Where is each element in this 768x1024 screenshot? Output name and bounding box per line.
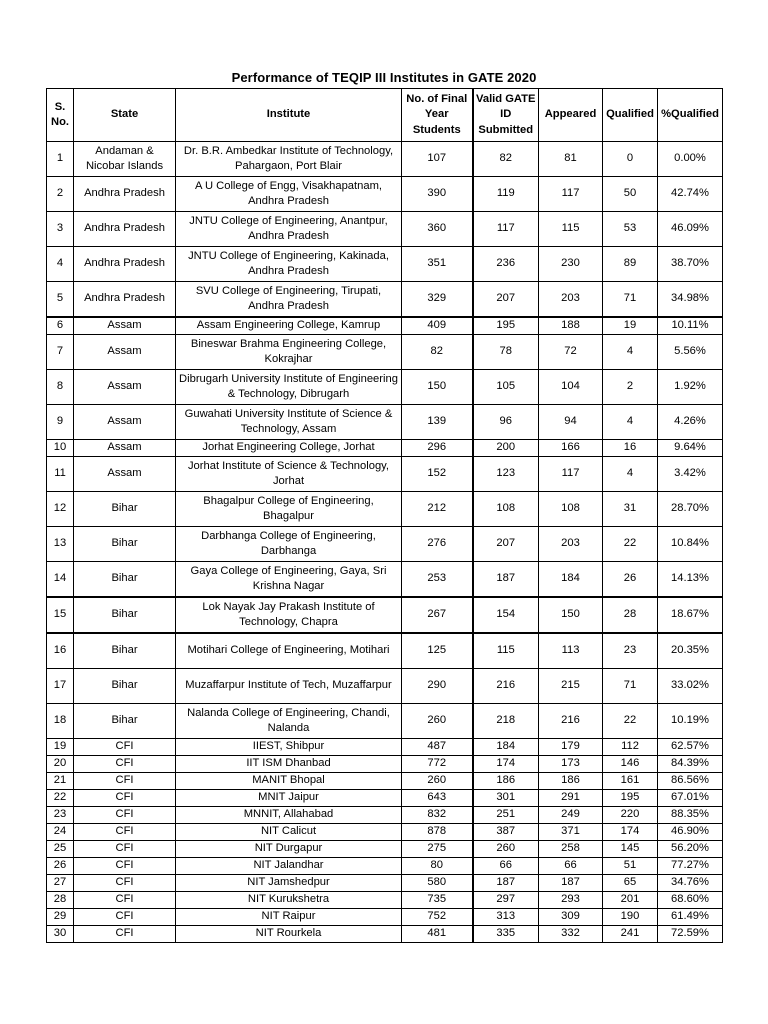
cell-sno: 8 (47, 370, 74, 405)
cell-qualified: 71 (603, 282, 658, 318)
cell-appeared: 108 (539, 492, 603, 527)
cell-appeared: 216 (539, 704, 603, 739)
cell-appeared: 104 (539, 370, 603, 405)
cell-institute: Muzaffarpur Institute of Tech, Muzaffarpur (176, 669, 402, 704)
cell-sno: 18 (47, 704, 74, 739)
table-row (47, 773, 723, 790)
cell-valid-gate: 236 (473, 247, 539, 282)
cell-sno: 14 (47, 562, 74, 598)
cell-pct-qualified: 3.42% (658, 457, 723, 492)
cell-valid-gate: 260 (473, 841, 539, 858)
cell-appeared: 66 (539, 858, 603, 875)
cell-sno: 19 (47, 739, 74, 756)
cell-appeared: 186 (539, 773, 603, 790)
cell-sno: 16 (47, 633, 74, 669)
cell-valid-gate: 200 (473, 440, 539, 457)
cell-valid-gate: 301 (473, 790, 539, 807)
cell-pct-qualified: 0.00% (658, 142, 723, 177)
cell-final-year: 260 (402, 704, 473, 739)
cell-state: CFI (74, 858, 176, 875)
cell-institute: NIT Jalandhar (176, 858, 402, 875)
cell-final-year: 772 (402, 756, 473, 773)
cell-sno: 21 (47, 773, 74, 790)
cell-sno: 28 (47, 892, 74, 909)
cell-institute: Motihari College of Engineering, Motihari (176, 633, 402, 669)
cell-institute: MNIT Jaipur (176, 790, 402, 807)
cell-state: CFI (74, 773, 176, 790)
cell-appeared: 215 (539, 669, 603, 704)
cell-appeared: 115 (539, 212, 603, 247)
cell-sno: 7 (47, 335, 74, 370)
cell-sno: 9 (47, 405, 74, 440)
cell-appeared: 291 (539, 790, 603, 807)
cell-final-year: 125 (402, 633, 473, 669)
cell-appeared: 293 (539, 892, 603, 909)
cell-pct-qualified: 1.92% (658, 370, 723, 405)
cell-state: CFI (74, 807, 176, 824)
cell-valid-gate: 251 (473, 807, 539, 824)
cell-final-year: 878 (402, 824, 473, 841)
table-row (47, 317, 723, 335)
table-row (47, 597, 723, 633)
cell-state: CFI (74, 739, 176, 756)
cell-institute: MNNIT, Allahabad (176, 807, 402, 824)
cell-institute: Darbhanga College of Engineering, Darbhanga (176, 527, 402, 562)
cell-pct-qualified: 18.67% (658, 597, 723, 633)
cell-pct-qualified: 62.57% (658, 739, 723, 756)
cell-final-year: 735 (402, 892, 473, 909)
cell-qualified: 195 (603, 790, 658, 807)
table-row (47, 875, 723, 892)
cell-qualified: 201 (603, 892, 658, 909)
cell-final-year: 107 (402, 142, 473, 177)
cell-sno: 26 (47, 858, 74, 875)
cell-appeared: 184 (539, 562, 603, 598)
cell-appeared: 179 (539, 739, 603, 756)
cell-qualified: 146 (603, 756, 658, 773)
cell-institute: NIT Durgapur (176, 841, 402, 858)
table-row (47, 282, 723, 318)
cell-valid-gate: 82 (473, 142, 539, 177)
cell-valid-gate: 115 (473, 633, 539, 669)
cell-qualified: 190 (603, 909, 658, 926)
cell-sno: 22 (47, 790, 74, 807)
cell-sno: 20 (47, 756, 74, 773)
cell-appeared: 371 (539, 824, 603, 841)
cell-pct-qualified: 46.90% (658, 824, 723, 841)
cell-valid-gate: 108 (473, 492, 539, 527)
cell-appeared: 150 (539, 597, 603, 633)
table-row (47, 527, 723, 562)
cell-sno: 2 (47, 177, 74, 212)
cell-qualified: 4 (603, 335, 658, 370)
cell-pct-qualified: 88.35% (658, 807, 723, 824)
cell-valid-gate: 335 (473, 926, 539, 943)
cell-pct-qualified: 34.98% (658, 282, 723, 318)
cell-pct-qualified: 61.49% (658, 909, 723, 926)
cell-qualified: 22 (603, 704, 658, 739)
cell-appeared: 203 (539, 527, 603, 562)
cell-final-year: 212 (402, 492, 473, 527)
cell-pct-qualified: 28.70% (658, 492, 723, 527)
cell-valid-gate: 297 (473, 892, 539, 909)
table-row (47, 858, 723, 875)
cell-pct-qualified: 4.26% (658, 405, 723, 440)
table-row (47, 756, 723, 773)
cell-valid-gate: 313 (473, 909, 539, 926)
cell-final-year: 487 (402, 739, 473, 756)
cell-state: Assam (74, 335, 176, 370)
table-row (47, 335, 723, 370)
cell-institute: NIT Calicut (176, 824, 402, 841)
header-sno: S. No. (47, 89, 74, 142)
cell-pct-qualified: 67.01% (658, 790, 723, 807)
cell-institute: NIT Rourkela (176, 926, 402, 943)
cell-qualified: 51 (603, 858, 658, 875)
cell-state: CFI (74, 892, 176, 909)
cell-qualified: 50 (603, 177, 658, 212)
cell-institute: Assam Engineering College, Kamrup (176, 317, 402, 335)
cell-pct-qualified: 56.20% (658, 841, 723, 858)
cell-state: Bihar (74, 597, 176, 633)
cell-state: Bihar (74, 527, 176, 562)
cell-pct-qualified: 86.56% (658, 773, 723, 790)
cell-sno: 29 (47, 909, 74, 926)
cell-pct-qualified: 10.19% (658, 704, 723, 739)
cell-qualified: 26 (603, 562, 658, 598)
cell-final-year: 643 (402, 790, 473, 807)
cell-appeared: 332 (539, 926, 603, 943)
cell-sno: 30 (47, 926, 74, 943)
table-row (47, 212, 723, 247)
cell-institute: IIEST, Shibpur (176, 739, 402, 756)
cell-valid-gate: 78 (473, 335, 539, 370)
cell-pct-qualified: 10.11% (658, 317, 723, 335)
cell-institute: Dibrugarh University Institute of Engineering & Technology, Dibrugarh (176, 370, 402, 405)
cell-pct-qualified: 14.13% (658, 562, 723, 598)
cell-final-year: 481 (402, 926, 473, 943)
cell-qualified: 28 (603, 597, 658, 633)
cell-appeared: 188 (539, 317, 603, 335)
table-title: Performance of TEQIP III Institutes in GATE 2020 (231, 70, 537, 85)
cell-appeared: 187 (539, 875, 603, 892)
cell-pct-qualified: 72.59% (658, 926, 723, 943)
table-row (47, 892, 723, 909)
cell-appeared: 249 (539, 807, 603, 824)
cell-final-year: 832 (402, 807, 473, 824)
cell-qualified: 22 (603, 527, 658, 562)
table-row (47, 790, 723, 807)
header-state: State (74, 89, 176, 142)
cell-appeared: 230 (539, 247, 603, 282)
cell-appeared: 117 (539, 457, 603, 492)
table-row (47, 370, 723, 405)
table-row (47, 669, 723, 704)
table-row (47, 247, 723, 282)
cell-qualified: 145 (603, 841, 658, 858)
cell-valid-gate: 207 (473, 527, 539, 562)
cell-sno: 5 (47, 282, 74, 318)
cell-pct-qualified: 33.02% (658, 669, 723, 704)
table-row (47, 824, 723, 841)
cell-institute: Nalanda College of Engineering, Chandi, Nalanda (176, 704, 402, 739)
table-row (47, 177, 723, 212)
cell-institute: Bhagalpur College of Engineering, Bhagalpur (176, 492, 402, 527)
cell-sno: 13 (47, 527, 74, 562)
table-row (47, 841, 723, 858)
cell-qualified: 19 (603, 317, 658, 335)
cell-state: Andhra Pradesh (74, 282, 176, 318)
cell-institute: Bineswar Brahma Engineering College, Kokrajhar (176, 335, 402, 370)
cell-state: Bihar (74, 704, 176, 739)
cell-final-year: 260 (402, 773, 473, 790)
cell-state: CFI (74, 841, 176, 858)
cell-state: Assam (74, 317, 176, 335)
cell-appeared: 94 (539, 405, 603, 440)
cell-valid-gate: 96 (473, 405, 539, 440)
cell-valid-gate: 187 (473, 562, 539, 598)
cell-valid-gate: 66 (473, 858, 539, 875)
cell-valid-gate: 207 (473, 282, 539, 318)
cell-sno: 12 (47, 492, 74, 527)
cell-institute: Jorhat Institute of Science & Technology, Jorhat (176, 457, 402, 492)
cell-final-year: 390 (402, 177, 473, 212)
cell-valid-gate: 119 (473, 177, 539, 212)
cell-state: Andhra Pradesh (74, 212, 176, 247)
table-row (47, 457, 723, 492)
table-header (47, 89, 723, 142)
cell-qualified: 65 (603, 875, 658, 892)
cell-appeared: 309 (539, 909, 603, 926)
cell-qualified: 23 (603, 633, 658, 669)
table-row (47, 492, 723, 527)
cell-qualified: 241 (603, 926, 658, 943)
cell-valid-gate: 154 (473, 597, 539, 633)
cell-state: Andhra Pradesh (74, 247, 176, 282)
cell-state: Assam (74, 370, 176, 405)
cell-valid-gate: 105 (473, 370, 539, 405)
cell-state: Andaman & Nicobar Islands (74, 142, 176, 177)
cell-institute: Dr. B.R. Ambedkar Institute of Technology, Pahargaon, Port Blair (176, 142, 402, 177)
table-row (47, 807, 723, 824)
cell-qualified: 0 (603, 142, 658, 177)
cell-pct-qualified: 10.84% (658, 527, 723, 562)
cell-appeared: 173 (539, 756, 603, 773)
cell-final-year: 253 (402, 562, 473, 598)
cell-final-year: 580 (402, 875, 473, 892)
cell-valid-gate: 195 (473, 317, 539, 335)
cell-sno: 25 (47, 841, 74, 858)
cell-sno: 1 (47, 142, 74, 177)
cell-valid-gate: 216 (473, 669, 539, 704)
cell-state: CFI (74, 926, 176, 943)
cell-state: Assam (74, 405, 176, 440)
cell-institute: NIT Kurukshetra (176, 892, 402, 909)
cell-sno: 10 (47, 440, 74, 457)
cell-final-year: 752 (402, 909, 473, 926)
cell-state: Bihar (74, 492, 176, 527)
header-institute: Institute (176, 89, 402, 142)
cell-state: Bihar (74, 633, 176, 669)
cell-sno: 6 (47, 317, 74, 335)
cell-qualified: 112 (603, 739, 658, 756)
cell-qualified: 53 (603, 212, 658, 247)
cell-pct-qualified: 46.09% (658, 212, 723, 247)
cell-valid-gate: 123 (473, 457, 539, 492)
header-appeared: Appeared (539, 89, 603, 142)
cell-valid-gate: 117 (473, 212, 539, 247)
cell-sno: 27 (47, 875, 74, 892)
cell-appeared: 117 (539, 177, 603, 212)
cell-pct-qualified: 9.64% (658, 440, 723, 457)
cell-pct-qualified: 5.56% (658, 335, 723, 370)
table-row (47, 926, 723, 943)
cell-institute: IIT ISM Dhanbad (176, 756, 402, 773)
cell-state: Andhra Pradesh (74, 177, 176, 212)
cell-state: CFI (74, 756, 176, 773)
cell-state: CFI (74, 875, 176, 892)
cell-pct-qualified: 42.74% (658, 177, 723, 212)
table-row (47, 562, 723, 598)
cell-qualified: 89 (603, 247, 658, 282)
cell-pct-qualified: 20.35% (658, 633, 723, 669)
cell-final-year: 80 (402, 858, 473, 875)
cell-state: CFI (74, 790, 176, 807)
cell-final-year: 409 (402, 317, 473, 335)
cell-state: CFI (74, 909, 176, 926)
cell-institute: SVU College of Engineering, Tirupati, Andhra Pradesh (176, 282, 402, 318)
cell-final-year: 290 (402, 669, 473, 704)
table-row (47, 142, 723, 177)
cell-appeared: 166 (539, 440, 603, 457)
table-row (47, 440, 723, 457)
cell-appeared: 113 (539, 633, 603, 669)
table-row (47, 739, 723, 756)
header-final-year: No. of Final Year Students (402, 89, 473, 142)
cell-institute: JNTU College of Engineering, Kakinada, Andhra Pradesh (176, 247, 402, 282)
table-body (47, 142, 723, 943)
cell-pct-qualified: 84.39% (658, 756, 723, 773)
cell-sno: 3 (47, 212, 74, 247)
cell-final-year: 351 (402, 247, 473, 282)
table-row (47, 704, 723, 739)
table-row (47, 633, 723, 669)
cell-final-year: 276 (402, 527, 473, 562)
cell-state: Assam (74, 457, 176, 492)
table-row (47, 909, 723, 926)
cell-final-year: 139 (402, 405, 473, 440)
cell-qualified: 16 (603, 440, 658, 457)
cell-qualified: 4 (603, 405, 658, 440)
cell-sno: 15 (47, 597, 74, 633)
cell-institute: Guwahati University Institute of Science & Technology, Assam (176, 405, 402, 440)
cell-institute: Lok Nayak Jay Prakash Institute of Technology, Chapra (176, 597, 402, 633)
cell-sno: 17 (47, 669, 74, 704)
cell-final-year: 296 (402, 440, 473, 457)
gate-performance-table (46, 88, 723, 943)
cell-valid-gate: 387 (473, 824, 539, 841)
cell-qualified: 31 (603, 492, 658, 527)
cell-pct-qualified: 68.60% (658, 892, 723, 909)
cell-state: CFI (74, 824, 176, 841)
cell-sno: 23 (47, 807, 74, 824)
cell-appeared: 203 (539, 282, 603, 318)
cell-qualified: 71 (603, 669, 658, 704)
cell-state: Bihar (74, 669, 176, 704)
cell-sno: 11 (47, 457, 74, 492)
cell-state: Bihar (74, 562, 176, 598)
cell-state: Assam (74, 440, 176, 457)
header-valid-gate: Valid GATE ID Submitted (473, 89, 539, 142)
cell-institute: MANIT Bhopal (176, 773, 402, 790)
cell-pct-qualified: 77.27% (658, 858, 723, 875)
cell-qualified: 220 (603, 807, 658, 824)
cell-final-year: 152 (402, 457, 473, 492)
cell-sno: 24 (47, 824, 74, 841)
cell-institute: Gaya College of Engineering, Gaya, Sri Krishna Nagar (176, 562, 402, 598)
cell-final-year: 150 (402, 370, 473, 405)
cell-appeared: 81 (539, 142, 603, 177)
cell-valid-gate: 186 (473, 773, 539, 790)
cell-valid-gate: 184 (473, 739, 539, 756)
cell-final-year: 360 (402, 212, 473, 247)
cell-qualified: 174 (603, 824, 658, 841)
cell-qualified: 2 (603, 370, 658, 405)
cell-institute: NIT Jamshedpur (176, 875, 402, 892)
cell-institute: JNTU College of Engineering, Anantpur, Andhra Pradesh (176, 212, 402, 247)
cell-institute: NIT Raipur (176, 909, 402, 926)
cell-institute: Jorhat Engineering College, Jorhat (176, 440, 402, 457)
cell-pct-qualified: 34.76% (658, 875, 723, 892)
table-row (47, 405, 723, 440)
cell-final-year: 267 (402, 597, 473, 633)
cell-qualified: 161 (603, 773, 658, 790)
cell-valid-gate: 187 (473, 875, 539, 892)
cell-institute: A U College of Engg, Visakhapatnam, Andhra Pradesh (176, 177, 402, 212)
header-pct-qualified: %Qualified (658, 89, 723, 142)
cell-final-year: 329 (402, 282, 473, 318)
header-qualified: Qualified (603, 89, 658, 142)
cell-sno: 4 (47, 247, 74, 282)
cell-qualified: 4 (603, 457, 658, 492)
cell-valid-gate: 218 (473, 704, 539, 739)
cell-valid-gate: 174 (473, 756, 539, 773)
cell-final-year: 82 (402, 335, 473, 370)
cell-pct-qualified: 38.70% (658, 247, 723, 282)
cell-appeared: 72 (539, 335, 603, 370)
cell-appeared: 258 (539, 841, 603, 858)
cell-final-year: 275 (402, 841, 473, 858)
